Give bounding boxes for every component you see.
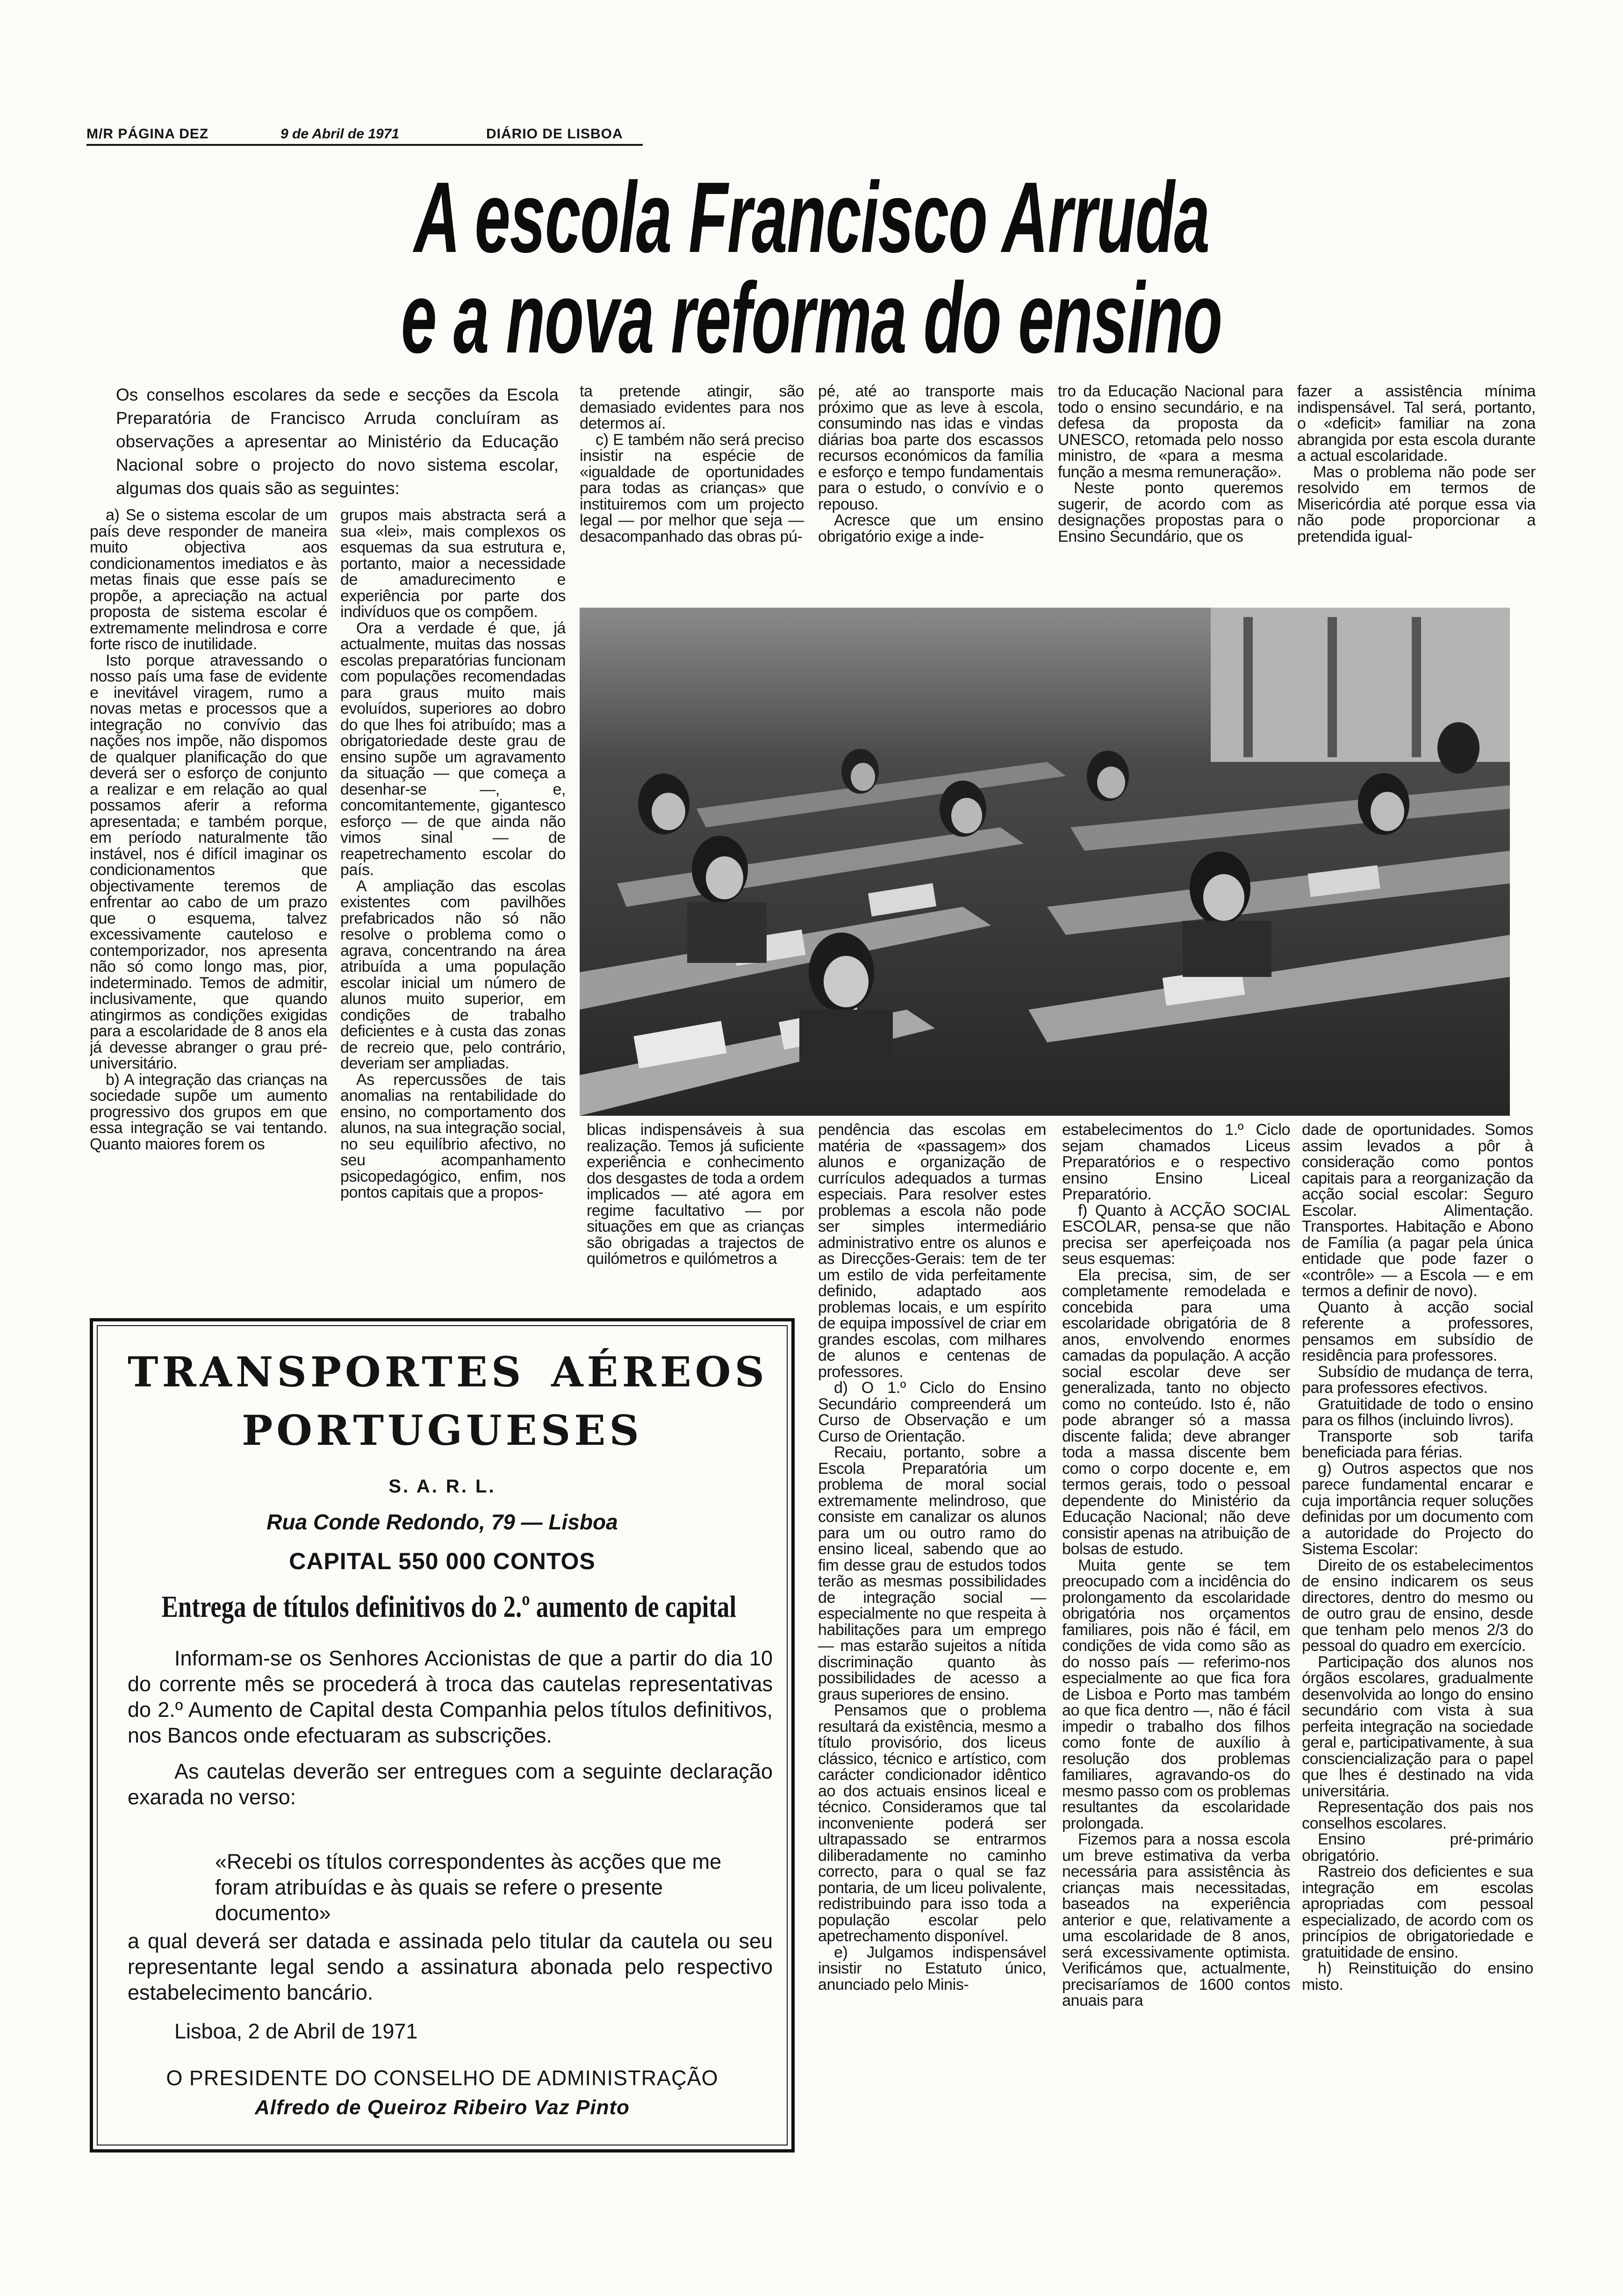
article-paragraph: Muita gente se tem preocupado com a incidência do prolongamento da escolaridade obrigatória nos orçamentos familiares, pois não é fácil, em condições de vida como são as do nosso país — referimo-nos especialmente ao que fica fora de Lisboa e Porto mas também ao que fica dentro —, não é fácil impedir o trabalho dos filhos como fonte de auxílio à resolução dos problemas familiares, agravando-os do mesmo passo com os problemas resultantes da escolaridade prolongada.	[1062, 1556, 1290, 1832]
article-paragraph: Rastreio dos deficientes e sua integração em escolas apropriadas com pessoal especializado, de acordo com os princípios de obrigatoriedade e gratuitidade de ensino.	[1302, 1863, 1533, 1961]
ad-company-word: PORTUGUESES	[242, 1406, 643, 1455]
ad-company-word: AÉREOS	[551, 1348, 768, 1396]
headline-text-2: e a nova reforma do ensino	[401, 261, 1222, 374]
article-paragraph: Neste ponto queremos sugerir, de acordo com as designações propostas para o Ensino Secundário, que os	[1058, 479, 1283, 545]
article-column-2	[340, 507, 566, 1302]
article-paragraph: e) Julgamos indispensável insistir no Estatuto único, anunciado pelo Minis-	[818, 1943, 1046, 1994]
ad-capital: CAPITAL 550 000 CONTOS	[289, 1548, 596, 1574]
ad-signatory-name: Alfredo de Queiroz Ribeiro Vaz Pinto	[254, 2096, 630, 2119]
classroom-photo	[580, 608, 1510, 1116]
article-column-6-top	[1297, 383, 1536, 570]
article-paragraph: grupos mais abstracta será a sua «lei», mais complexos os esquemas da sua estrutura e, portanto, maior a necessidade de amadurecimento e experiência por parte dos indivíduos que os compõem.	[340, 507, 566, 621]
headline-line-1	[0, 161, 1623, 273]
article-column-4-bottom	[818, 1122, 1046, 2136]
ad-company-name-line-2	[90, 1405, 795, 1456]
ad-company-name-line-1	[128, 1346, 768, 1398]
ad-company-word: TRANSPORTES	[128, 1348, 525, 1396]
article-paragraph: Pensamos que o problema resultará da existência, mesmo a título provisório, dos liceus clássico, técnico e artístico, com carácter condicionador idêntico ao dos actuais ensinos liceal e técnico. Consideramos que tal inconveniente poderá ser ultrapassado se entrarmos diliberadamente no caminho correcto, para o qual se faz pontaria, de um liceu polivalente, redistribuindo para isso toda a população escolar pelo apetrechamento disponível.	[818, 1701, 1046, 1945]
ad-subject-text: Entrega de títulos definitivos do 2.º aumento de capital	[161, 1590, 737, 1624]
article-paragraph: Acresce que um ensino obrigatório exige a inde-	[818, 511, 1043, 545]
article-paragraph: Subsídio de mudança de terra, para professores efectivos.	[1302, 1363, 1533, 1397]
article-paragraph: Direito de os estabelecimentos de ensino indicarem os seus directores, dentro do mesmo ou de outro grau de ensino, desde que tenham pelo menos 2/3 do pessoal do quadro em exercício.	[1302, 1556, 1533, 1655]
article-paragraph: g) Outros aspectos que nos parece fundamental encarar e cuja importância requer soluções definidas por um documento com a autoridade do Projecto do Sistema Escolar:	[1302, 1459, 1533, 1558]
ad-declaration-quote: «Recebi os títulos correspondentes às acções que me foram atribuídas e às quais se refere o presente documento»	[215, 1850, 722, 1925]
ad-paragraph: Informam-se os Senhores Accionistas de que a partir do dia 10 do corrente mês se procederá à troca das cautelas representativas do 2.º Aumento de Capital desta Companhia pelos títulos definitivos, nos Bancos onde efectuaram as subscrições.	[128, 1646, 773, 1747]
article-column-4-top	[818, 383, 1043, 570]
article-paragraph: As repercussões de tais anomalias na rentabilidade do ensino, no comportamento dos alunos, na sua integração social, no seu equilíbrio afectivo, no seu acompanhamento psicopedagógico, enfim, nos pontos capitais que a propos-	[340, 1070, 566, 1201]
ad-paragraph: As cautelas deverão ser entregues com a seguinte declaração exarada no verso:	[128, 1759, 773, 1809]
issue-date: 9 de Abril de 1971	[280, 126, 400, 142]
ad-subject	[90, 1589, 795, 1625]
article-paragraph: Ensino pré-primário obrigatório.	[1302, 1830, 1533, 1865]
article-paragraph: Transporte sob tarifa beneficiada para férias.	[1302, 1427, 1533, 1461]
page-header	[86, 125, 643, 146]
article-paragraph: Gratuitidade de todo o ensino para os filhos (incluindo livros).	[1302, 1395, 1533, 1429]
article-column-3-top	[580, 383, 804, 570]
article-column-5-top	[1058, 383, 1283, 570]
article-paragraph: Fizemos para a nossa escola um breve estimativa da verba necessária para assistência às crianças mais necessitadas, baseados na experiência anterior e que, relativamente a uma escolaridade de 8 anos, será excessivamente optimista. Verificámos que, actualmente, precisaríamos de 1600 contos anuais para	[1062, 1830, 1290, 2009]
article-paragraph: pendência das escolas em matéria de «passagem» dos alunos e organização de currículos adequados a turmas especiais. Para resolver estes problemas a escola não pode ser simples intermediário administrativo entre os alunos e as Direcções-Gerais: tem de ter um estilo de vida perfeitamente definido, adaptado aos problemas locais, e um espírito de equipa impossível de criar em grandes escolas, com milhares de alunos e centenas de professores.	[818, 1122, 1046, 1381]
article-paragraph: Participação dos alunos nos órgãos escolares, gradualmente desenvolvida ao longo do ensino secundário com vista à sua perfeita integração na sociedade geral e, participativamente, à sua consciencialização para o papel que lhes é destinado na vida universitária.	[1302, 1653, 1533, 1800]
article-paragraph: pé, até ao transporte mais próximo que as leve à escola, consumindo nas idas e vindas diárias boa parte dos escassos recursos económicos da família e esforço e tempo fundamentais para o estudo, o convívio e o repouso.	[818, 383, 1043, 513]
article-paragraph: c) E também não será preciso insistir na espécie de «igualdade de oportunidades para todas as crianças» que instituiremos com um projecto legal — por melhor que seja — desacompanhado das obras pú-	[580, 430, 804, 545]
article-column-1	[90, 507, 327, 1302]
page-label: M/R PÁGINA DEZ	[86, 126, 209, 142]
headline-text-1: A escola Francisco Arruda	[414, 161, 1209, 273]
headline-line-2	[0, 261, 1623, 374]
article-paragraph: Mas o problema não pode ser resolvido em termos de Misericórdia até porque essa via não pode proporcionar a pretendida igual-	[1297, 463, 1536, 545]
ad-address: Rua Conde Redondo, 79 — Lisboa	[266, 1510, 618, 1534]
article-column-3-bottom	[587, 1122, 804, 1299]
article-paragraph: Recaiu, portanto, sobre a Escola Preparatória um problema de moral social extremamente melindroso, que consiste em canalizar os alunos para um ou outro ramo do ensino liceal, sabendo que ao fim desse grau de estudos todos terão as mesmas possibilidades de integração social — especialmente no que respeita à habilitações para um emprego — mas estarão sujeitos a nítida discriminação quanto às possibilidades de acesso a graus superiores de ensino.	[818, 1443, 1046, 1703]
article-paragraph: Ora a verdade é que, já actualmente, muitas das nossas escolas preparatórias funcionam com populações recomendadas para graus muito mais evoluídos, superiores ao dobro do que lhes foi atribuído; mas a obrigatoriedade deste grau de ensino supõe um agravamento da situação — que começa a desenhar-se —, e, concomitantemente, gigantesco esforço — de que ainda não vimos sinal — de reapetrechamento escolar do país.	[340, 619, 566, 879]
article-paragraph: d) O 1.º Ciclo do Ensino Secundário compreenderá um Curso de Observação e um Curso de Orientação.	[818, 1379, 1046, 1445]
article-paragraph: blicas indispensáveis à sua realização. Temos já suficiente experiência e conhecimento dos desgastes de toda a ordem implicados — até agora em regime facultativo — por situações em que as crianças são obrigadas a trajectos de quilómetros e quilómetros a	[587, 1122, 804, 1268]
ad-legal-form: S. A. R. L.	[388, 1476, 496, 1497]
article-paragraph: ta pretende atingir, são demasiado evidentes para nos determos aí.	[580, 383, 804, 432]
article-column-6-bottom	[1302, 1122, 1533, 2136]
article-paragraph: dade de oportunidades. Somos assim levados a pôr à consideração como pontos capitais para a reorganização da acção social escolar: Seguro Escolar. Alimentação. Transportes. Habitação e Abono de Família (a pagar pela única entidade que pode fazer o «contrôle» — a Escola — e em termos a definir de novo).	[1302, 1122, 1533, 1300]
article-paragraph: estabelecimentos do 1.º Ciclo sejam chamados Liceus Preparatórios e o respectivo ensino Ensino Liceal Preparatório.	[1062, 1122, 1290, 1203]
article-paragraph: Isto porque atravessando o nosso país uma fase de evidente e inevitável viragem, rumo a novas metas e processos que a integração no convívio das nações nos impõe, não dispomos de qualquer planificação do que deverá ser o esforço de conjunto a realizar e em relação ao qual possamos aferir a reforma apresentada; e também porque, em período naturalmente tão instável, nos é difícil imaginar os condicionamentos que objectivamente teremos de enfrentar ao cabo de um prazo que o esquema, talvez excessivamente cauteloso e contemporizador, nos apresenta não só como longo mas, pior, indeterminado. Temos de admitir, inclusivamente, que quando atingirmos as condições exigidas para a escolaridade de 8 anos ela já devesse abranger o grau pré-universitário.	[90, 651, 327, 1072]
ad-signatory-title: O PRESIDENTE DO CONSELHO DE ADMINISTRAÇÃO	[166, 2066, 718, 2090]
article-paragraph: fazer a assistência mínima indispensável. Tal será, portanto, o «deficit» familiar na zona abrangida por esta escola durante a actual escolaridade.	[1297, 383, 1536, 465]
article-paragraph: Ela precisa, sim, de ser completamente remodelada e concebida para uma escolaridade obrigatória de 8 anos, envolvendo enormes camadas da população. A acção social escolar deve ser generalizada, tanto no objecto como no conteúdo. Isto é, não pode abranger só a massa discente falida; deve abranger toda a massa discente bem como o corpo docente e, em termos gerais, todo o pessoal dependente do Ministério da Educação Nacional; não deve consistir apenas na atribuição de bolsas de estudo.	[1062, 1266, 1290, 1558]
article-paragraph: a) Se o sistema escolar de um país deve responder de maneira muito objectiva aos condicionamentos imediatos e às metas finais que esse país se propõe, a apreciação na actual proposta de sistema escolar é extremamente melindrosa e corre forte risco de inutilidade.	[90, 507, 327, 653]
article-paragraph: f) Quanto à ACÇÃO SOCIAL ESCOLAR, pensa-se que não precisa ser aperfeiçoada nos seus esquemas:	[1062, 1201, 1290, 1268]
article-paragraph: h) Reinstituição do ensino misto.	[1302, 1959, 1533, 1994]
article-intro: Os conselhos escolares da sede e secções da Escola Preparatória de Francisco Arruda concluíram as observações a apresentar ao Ministério da Educação Nacional sobre o projecto do novo sistema escolar, algumas dos quais são as seguintes:	[116, 385, 559, 498]
article-column-5-bottom	[1062, 1122, 1290, 2136]
article-paragraph: Quanto à acção social referente a professores, pensamos em subsídio de residência para professores.	[1302, 1298, 1533, 1364]
article-paragraph: A ampliação das escolas existentes com pavilhões prefabricados não só não resolve o problema como o agrava, concentrando na área atribuída a uma população escolar inicial um número de alunos muito superior, em condições de trabalho deficientes e à custa das zonas de recreio que, pelo contrário, deveriam ser ampliadas.	[340, 877, 566, 1072]
article-paragraph: b) A integração das crianças na sociedade supõe um aumento progressivo dos grupos em que essa integração se vai tentando. Quanto maiores forem os	[90, 1070, 327, 1153]
article-paragraph: tro da Educação Nacional para todo o ensino secundário, e na defesa da proposta da UNESCO, retomada pelo nosso ministro, de «para a mesma função a mesma remuneração».	[1058, 383, 1283, 481]
ad-paragraph: a qual deverá ser datada e assinada pelo titular da cautela ou seu representante legal sendo a assinatura abonada pelo respectivo estabelecimento bancário.	[128, 1929, 773, 2004]
ad-place-date: Lisboa, 2 de Abril de 1971	[174, 2019, 418, 2043]
article-paragraph: Representação dos pais nos conselhos escolares.	[1302, 1798, 1533, 1832]
newspaper-name: DIÁRIO DE LISBOA	[486, 126, 623, 142]
